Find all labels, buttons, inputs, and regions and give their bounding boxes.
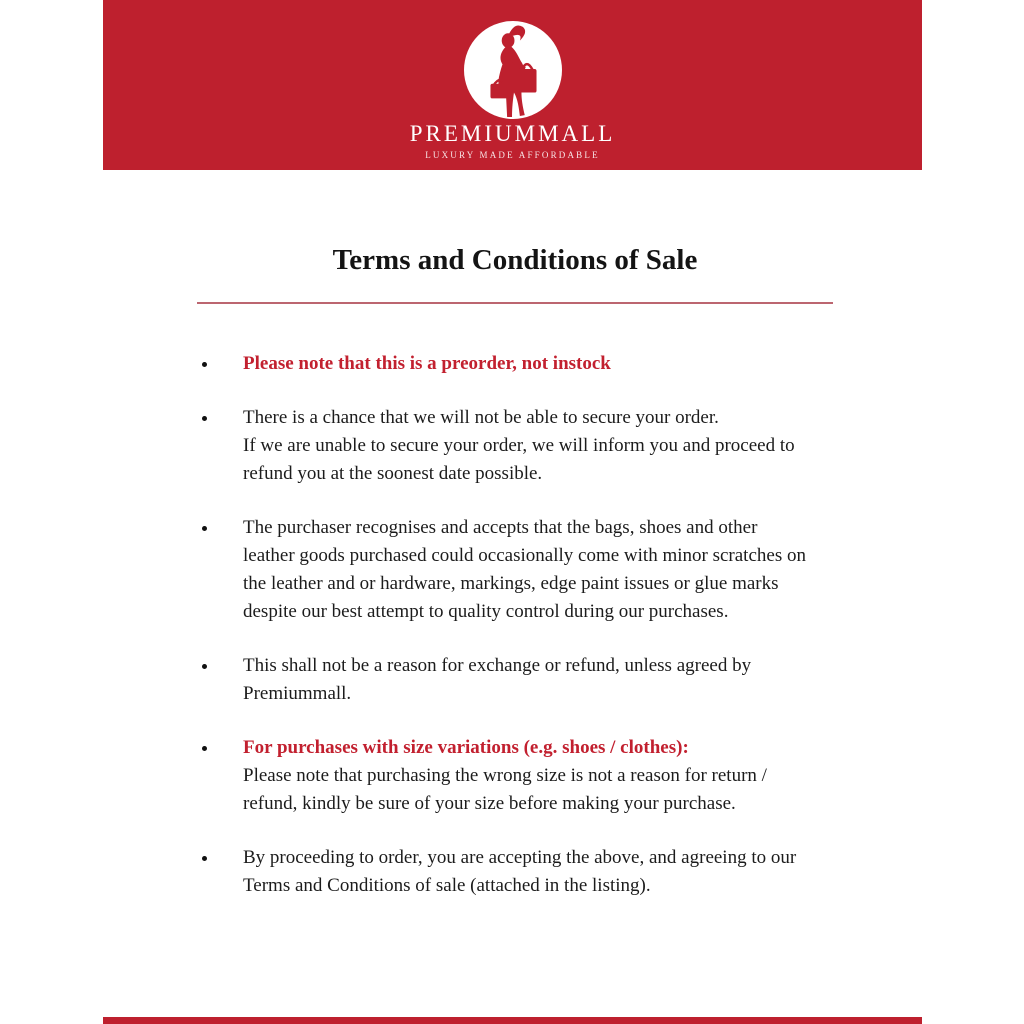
document-body bbox=[197, 242, 833, 926]
term-line: Please note that purchasing the wrong size is not a reason for return / bbox=[243, 765, 767, 786]
term-line: refund, kindly be sure of your size before making your purchase. bbox=[243, 793, 736, 814]
term-line: Premiummall. bbox=[243, 683, 352, 704]
brand-banner bbox=[103, 0, 922, 170]
term-line: For purchases with size variations (e.g. shoes / clothes): bbox=[243, 737, 689, 758]
term-line: Please note that this is a preorder, not instock bbox=[243, 353, 611, 374]
list-item bbox=[197, 734, 833, 818]
term-line: This shall not be a reason for exchange or refund, unless agreed by bbox=[243, 655, 752, 676]
bullet-dot bbox=[197, 350, 243, 378]
list-item bbox=[197, 350, 833, 378]
list-item bbox=[197, 404, 833, 488]
bullet-dot bbox=[197, 844, 243, 900]
brand-name: PREMIUMMALL bbox=[409, 121, 616, 146]
title-divider bbox=[197, 302, 833, 304]
list-item bbox=[197, 652, 833, 708]
term-text bbox=[243, 734, 833, 818]
term-line: If we are unable to secure your order, we will inform you and proceed to bbox=[243, 435, 795, 456]
bullet-dot bbox=[197, 514, 243, 626]
list-item bbox=[197, 514, 833, 626]
term-line: There is a chance that we will not be able to secure your order. bbox=[243, 407, 719, 428]
term-text bbox=[243, 652, 833, 708]
brand-tagline: LUXURY MADE AFFORDABLE bbox=[425, 150, 600, 160]
bullet-dot bbox=[197, 652, 243, 708]
term-text bbox=[243, 404, 833, 488]
footer-bar bbox=[103, 1017, 922, 1024]
brand-logo bbox=[464, 21, 562, 119]
term-line: Terms and Conditions of sale (attached in the listing). bbox=[243, 875, 651, 896]
term-text bbox=[243, 514, 833, 626]
page-title: Terms and Conditions of Sale bbox=[332, 244, 698, 276]
bullet-dot bbox=[197, 404, 243, 488]
term-text bbox=[243, 844, 833, 900]
term-line: leather goods purchased could occasionally come with minor scratches on bbox=[243, 545, 806, 566]
terms-list bbox=[197, 350, 833, 900]
woman-with-shopping-bags-icon bbox=[464, 21, 562, 119]
term-line: the leather and or hardware, markings, edge paint issues or glue marks bbox=[243, 573, 779, 594]
term-line: The purchaser recognises and accepts that the bags, shoes and other bbox=[243, 517, 758, 538]
bullet-dot bbox=[197, 734, 243, 818]
term-line: By proceeding to order, you are accepting the above, and agreeing to our bbox=[243, 847, 797, 868]
list-item bbox=[197, 844, 833, 900]
term-line: despite our best attempt to quality control during our purchases. bbox=[243, 601, 729, 622]
term-line: refund you at the soonest date possible. bbox=[243, 463, 543, 484]
term-text bbox=[243, 350, 833, 378]
